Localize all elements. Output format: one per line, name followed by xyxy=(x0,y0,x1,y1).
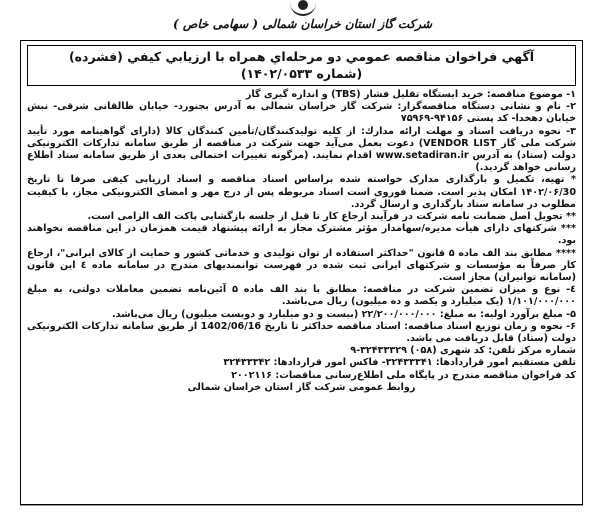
note-guarantee-delivery: ** تحویل اصل ضمانت نامه شرکت در فرآیند ارجاع کار تا قبل از جلسه بازگشایی پاکت الف الزامی است. xyxy=(87,211,576,223)
contact-contracts-phone: تلفن مستقیم امور قراردادها: ۳۲۴۳۳۳۴۱- فاکس امور قراردادها: ۳۲۴۳۳۳۴۲ xyxy=(223,357,576,369)
notice-frame xyxy=(20,40,583,505)
organization-name: شرکت گاز استان خراسان شمالی ( سهامی خاص ) xyxy=(172,17,433,31)
header xyxy=(0,0,605,36)
note-upload-deadline: * تهیه، تکمیل و بارگذاری مدارک خواسته شده براساس اسناد مناقصه و اسناد ارزیابی کیفی صرفا تا تاریخ ۱۴۰۲/۰۶/30 امکان پذیر است. ضمنا فوروی است اسناد مربوطه پس از درج مهر و امضای الکترونیکی مجاز، با کیفیت مطلوب در سامانه ستاد بارگذاری و ارسال گردد. xyxy=(27,174,576,210)
notice-title xyxy=(27,45,576,86)
title-line-2: (شماره ۱۴۰۲/۰۵۳۳) xyxy=(240,66,363,81)
item-guarantee-amount: ٤- نوع و میزان تضمین شرکت در مناقصه: مطابق با بند الف ماده ۵ آئین‌نامه تضمین معاملات دولتی، به مبلغ ۱/۱۰۱/۰۰۰/۰۰۰ (یک میلیارد و یکصد و ده میلیون) ریال می‌باشد. xyxy=(27,284,576,308)
notice-body xyxy=(21,86,582,394)
tender-code: کد فراخوان مناقصه مندرج در پایگاه ملی اطلاع‌رسانی مناقصات: ۲۰۰۲۱۱۶ xyxy=(231,369,576,381)
title-line-1: آگهي فراخوان مناقصه عمومي دو مرحله‌اي همراه با ارزيابي کيفي (فشرده) xyxy=(68,49,535,64)
public-relations-signature: روابط عمومی شرکت گاز استان خراسان شمالی xyxy=(187,381,416,393)
item-organizer-address: ۲- نام و نشانی دستگاه مناقصه‌گزار: شرکت گاز خراسان شمالی به آدرس بجنورد- خیابان طالقانی شرقی- نبش خیابان دهخدا- کد پستی ۹۴۱۵۶-۷۵۹۶۹ xyxy=(27,101,576,125)
company-logo-icon xyxy=(290,2,316,16)
bottom-rule xyxy=(20,505,583,510)
item-estimate-amount: ۵- مبلغ برآورد اولیه: به مبلغ: ۲۲/۲۰۰/۰۰۰/۰۰۰ (بیست و دو میلیارد و دویست میلیون) ریال می‌باشد. xyxy=(111,308,576,320)
item-document-procedure: ۳- نحوه دریافت اسناد و مهلت ارائه مدارك: از کلیه تولیدکنندگان/تأمین کنندگان کالا (دارای گواهینامه مورد تأیید شرکت ملی گاز VENDOR LIST) دعوت بعمل می‌آید جهت شرکت در مناقصه از طریق سامانه تدارکات الکترونیکی دولت (ستاد) به آدرس www.setadiran.ir اقدام نمایند. (مرگونه تغییرات احتمالی بعدی از طریق سامانه ستاد اطلاع رسانی خواهد گردید.) xyxy=(27,125,577,174)
note-iranian-companies: **** مطابق بند الف ماده ۵ قانون "حداکثر استفاده از توان تولیدی و خدماتی کشور و حمایت از کالای ایرانی"، ارجاع کار صرفاً به مؤسسات و شرکتهای ایرانی ثبت شده در فهرست توانمندیهای مندرج در سامانه ماده ٤ این قانون (سامانه توانیران) مجاز است. xyxy=(27,247,576,284)
contact-phone-center: شماره مرکز تلفن: کد شهری (۰۵۸) ۳۲۴۳۳۳۲۹-۹ xyxy=(350,345,576,357)
note-shared-board: *** شرکتهای دارای هیأت مدیره/سهامدار مؤثر مشترک مجاز به ارائه پیشنهاد قیمت همزمان در این مناقصه نخواهند بود. xyxy=(27,223,576,247)
item-distribution-time: ۶- نحوه و زمان توزیع اسناد مناقصه: اسناد مناقصه حداکثر تا تاریخ 1402/06/16 از طریق سامانه تدارکات الکترونیکی دولت (ستاد) قابل دریافت می باشد. xyxy=(27,320,576,345)
item-subject: ۱- موضوع مناقصه: خرید ایستگاه تقلیل فشار (TBS) و اندازه گیری گاز xyxy=(245,89,576,100)
